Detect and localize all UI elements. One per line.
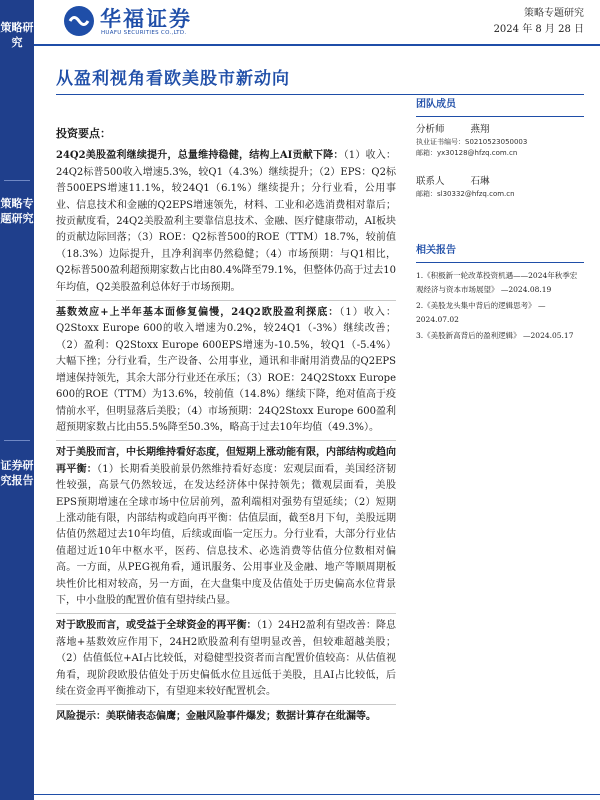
page-header xyxy=(34,0,600,44)
paragraph-lead: 对于美股而言，中长期维持看好态度，但短期上涨动能有限，内部结构或趋向再平衡： xyxy=(56,447,396,475)
team-heading: 团队成员 xyxy=(416,98,584,117)
sidebar xyxy=(0,0,34,800)
paragraph-lead: 24Q2美股盈利继续提升，总量维持稳健，结构上AI贡献下降： xyxy=(56,150,344,162)
analyst-role: 联系人 xyxy=(416,176,445,187)
paragraph-text: （1）收入：24Q2标普500收入增速5.3%，较Q1（4.3%）继续提升；（2）EPS：Q2标普500EPS增速11.1%，较24Q1（6.1%）继续提升；分行业看，公用事业、信息技术和金融的Q2EPS增速领先，材料、工业和必选消费相对靠后；按贡献度看，24Q2美股盈利主要靠信息技术、金融、医疗健康带动，AI板块的贡献边际回落；（3）ROE：Q2标普500的ROE（TTM）18.7%，较前值（18.3%）边际提升，且净利润率仍然稳健；（4）市场预期：与Q1相比，Q2标普500盈利超预期家数占比由80.4%降至79.1%，但整体仍高于过去10年均值，Q2美股盈利总体好于市场预期。 xyxy=(56,150,396,293)
risk-warning xyxy=(56,709,396,729)
page-title: 从盈利视角看欧美股市新动向 xyxy=(56,69,290,89)
analyst-card xyxy=(416,175,584,200)
sidebar-divider xyxy=(4,180,30,181)
paragraph-text: （1）收入：Q2Stoxx Europe 600的收入增速为0.2%，较24Q1（-3%）继续改善；（2）盈利：Q2Stoxx Europe 600EPS增速为-10.5%，较Q1（-5.4%）大幅下挫；分行业看，生产设备、公用事业，通讯和非耐用消费品的Q2EPS增速保持领先，其余大部分行业还在承压；（3）ROE：24Q2Stoxx Europe 600的ROE（TTM）为13.6%，较前值（14.8%）继续下降，绝对值高于疫情前水平，但明显落后美股；（4）市场预期：24Q2Stoxx Europe 600盈利超预期家数占比由55.5%降至50.3%，略高于过去10年均值（49.3%）。 xyxy=(56,307,396,433)
section-heading: 投资要点： xyxy=(56,127,111,140)
investment-highlights xyxy=(56,126,396,734)
sidebar-section-label: 证券研究报告 xyxy=(0,459,34,487)
email-label: 邮箱： xyxy=(416,190,437,198)
right-column xyxy=(416,98,584,345)
paragraph-text: （1）24H2盈利有望改善：降息落地+基数效应作用下，24H2欧股盈利有望明显改善，但较难超越美股；（2）估值低位+AI占比较低，对稳健型投资者而言配置价值较高：从估值视角看，现阶段欧股估值处于历史偏低水位且远低于美股，且AI占比较低，后续在资金再平衡推动下，有望迎来较好配置机会。 xyxy=(56,620,397,697)
paragraph-lead: 对于欧股而言，或受益于全球资金的再平衡： xyxy=(56,620,257,632)
body-paragraph xyxy=(56,618,396,705)
report-date: 2024 年 8 月 28 日 xyxy=(493,24,584,35)
license-number: S0210523050003 xyxy=(465,138,528,146)
sidebar-divider xyxy=(4,440,30,441)
related-report-link[interactable]: 2.《美股龙头集中背后的逻辑思考》 —2024.07.02 xyxy=(416,301,546,324)
title-divider xyxy=(56,94,584,95)
paragraph-text: （1）长期看美股前景仍然维持看好态度：宏观层面看，美国经济韧性较强，高景气仍然较远，在发达经济体中保持领先；微观层面看，美股EPS预期增速在全球市场中位居前列，盈利端相对强势有望延续；（2）短期上涨动能有限，内部结构或趋向再平衡：估值层面，截至8月下旬，美股远期估值仍然超过去10年均值，后续或面临一定压力。分行业看，大部分行业估值超过近10年中枢水平，医药、信息技术、必选消费等估值分位数相对偏高。一方面，从PEG视角看，通讯服务、公用事业及金融、地产等顺周期板块性价比相对较高，另一方面，在大盘集中度及估值处于历史偏高水位背景下，中小盘股的配置价值有望持续凸显。 xyxy=(56,463,396,606)
body-paragraph xyxy=(56,445,396,614)
email-label: 邮箱： xyxy=(416,149,437,157)
analyst-name: 石琳 xyxy=(470,176,490,187)
body-paragraph xyxy=(56,305,396,441)
company-logo xyxy=(64,4,234,40)
related-report-link[interactable]: 3.《美股新高背后的盈利逻辑》 —2024.05.17 xyxy=(416,331,574,340)
analyst-role: 分析师 xyxy=(416,124,445,135)
footer-divider xyxy=(34,794,600,795)
logo-subtext: HUAFU SECURITIES CO.,LTD. xyxy=(101,30,187,36)
body-paragraph xyxy=(56,148,396,301)
paragraph-lead: 基数效应+上半年基本面修复偏慢，24Q2欧股盈利探底： xyxy=(56,307,340,319)
related-report-link[interactable]: 1.《积极新一轮改革投资机遇——2024年秋季宏观经济与资本市场展望》 —2024.08.19 xyxy=(416,271,578,294)
related-reports-heading: 相关报告 xyxy=(416,244,584,263)
header-divider xyxy=(34,44,600,46)
sidebar-section-label: 策略专题研究 xyxy=(0,197,34,225)
report-type: 策略专题研究 xyxy=(524,8,584,19)
paragraph-lead: 风险提示：美联储表态偏鹰；金融风险事件爆发；数据计算存在纰漏等。 xyxy=(56,711,376,723)
logo-text: 华福证券 xyxy=(100,7,192,31)
analyst-email[interactable]: sl30332@hfzq.com.cn xyxy=(437,190,515,198)
logo-mark-icon xyxy=(64,6,94,36)
header-meta xyxy=(494,6,584,38)
analyst-name: 燕翔 xyxy=(470,124,490,135)
license-label: 执业证书编号： xyxy=(416,138,465,146)
sidebar-section-label: 策略研究 xyxy=(0,21,34,49)
analyst-card xyxy=(416,123,584,159)
analyst-email[interactable]: yx30128@hfzq.com.cn xyxy=(437,149,518,157)
